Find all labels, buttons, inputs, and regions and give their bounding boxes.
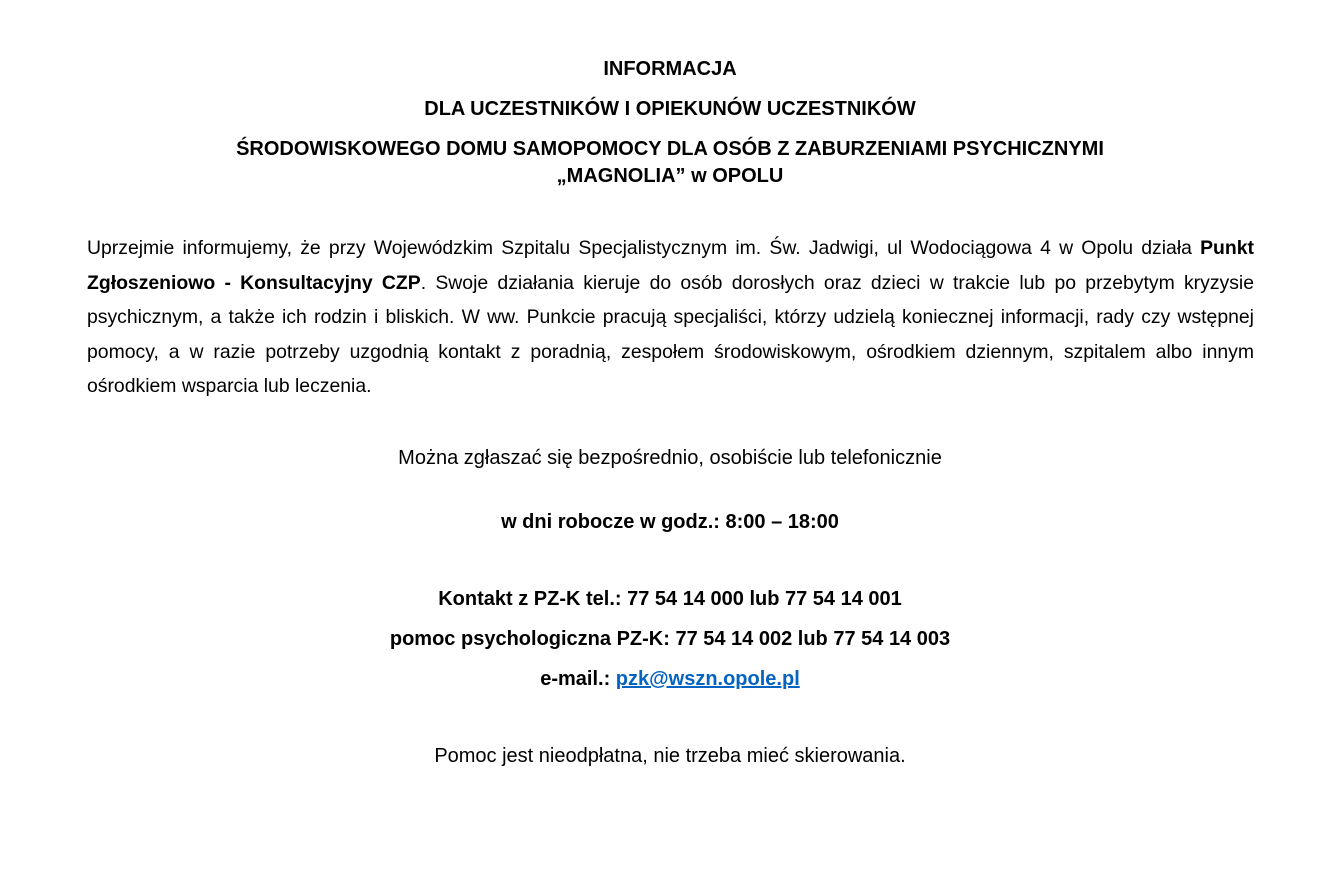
email-link[interactable]: pzk@wszn.opole.pl	[615, 668, 800, 690]
title-location: „MAGNOLIA” w OPOLU	[556, 165, 784, 187]
free-help-note: Pomoc jest nieodpłatna, nie trzeba mieć skierowania.	[434, 745, 906, 767]
intro-bold-name: Punkt Zgłoszeniowo - Konsultacyjny CZP	[87, 237, 1254, 294]
psychological-help-phone: pomoc psychologiczna PZ-K: 77 54 14 002 lub 77 54 14 003	[389, 628, 951, 650]
reporting-info: Można zgłaszać się bezpośrednio, osobiście lub telefonicznie	[398, 447, 942, 469]
email-line	[0, 666, 1340, 692]
title-institution: ŚRODOWISKOWEGO DOMU SAMOPOMOCY DLA OSÓB Z ZABURZENIAMI PSYCHICZNYMI	[236, 138, 1104, 160]
intro-paragraph	[87, 231, 1254, 404]
title-information: INFORMACJA	[603, 58, 737, 80]
title-audience: DLA UCZESTNIKÓW I OPIEKUNÓW UCZESTNIKÓW	[424, 98, 916, 120]
intro-text-end: . Swoje działania kieruje do osób dorosłych oraz dzieci w trakcie lub po przebytym kryzysie psychicznym, a także ich rodzin i bliskich. W ww. Punkcie pracują specjaliści, którzy udzielą koniecznej informacji, rady czy wstępnej pomocy, a w razie potrzeby uzgodnią kontakt z poradnią, zespołem środowiskowym, ośrodkiem dziennym, szpitalem albo innym ośrodkiem wsparcia lub leczenia.	[87, 271, 1254, 398]
working-hours: w dni robocze w godz.: 8:00 – 18:00	[501, 511, 839, 533]
email-label: e-mail.:	[540, 668, 616, 690]
intro-text-start: Uprzejmie informujemy, że przy Wojewódzkim Szpitalu Specjalistycznym im. Św. Jadwigi, ul Wodociągowa 4 w Opolu działa	[87, 237, 1201, 259]
contact-phone: Kontakt z PZ-K tel.: 77 54 14 000 lub 77 54 14 001	[438, 588, 902, 610]
